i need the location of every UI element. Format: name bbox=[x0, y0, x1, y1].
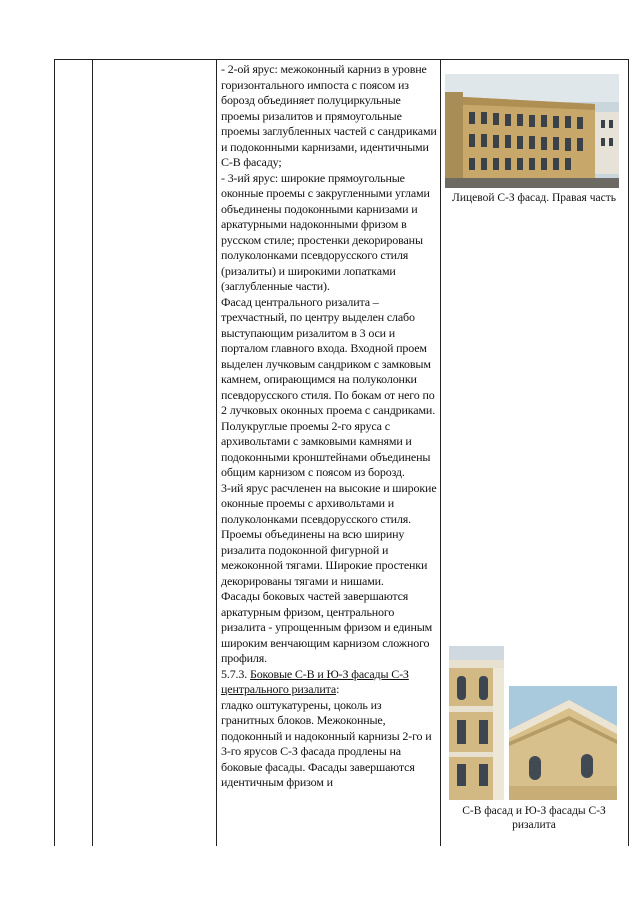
side-facade-photo-caption: С-В фасад и Ю-З фасады С-З ризалита bbox=[462, 805, 606, 831]
table-col-border-2 bbox=[92, 59, 93, 846]
table-col-border-5 bbox=[628, 59, 629, 846]
facade-photo-caption: Лицевой С-З фасад. Правая часть bbox=[452, 192, 616, 204]
section-number: 5.7.3. bbox=[221, 666, 248, 681]
paragraph-side-facades: Фасады боковых частей завершаются аркатурным фризом, центрального ризалита - упрощенным фризом и единым широким венчающим карнизом сложного профиля. bbox=[221, 589, 433, 665]
paragraph-third-tier: 3-ий ярус расчленен на высокие и широкие оконные проемы с архивольтами и полуколонками псевдорусского стиля. Проемы объединены на всю ширину ризалита подоконной фигурной и межоконной тягами. Широкие простенки декорированы тягами и нишами. bbox=[221, 480, 437, 588]
side-facade-photo-right bbox=[509, 686, 617, 800]
section-colon: : bbox=[336, 682, 340, 696]
side-facade-left-image bbox=[449, 646, 504, 800]
section-body: гладко оштукатурены, цоколь из гранитных блоков. Межоконные, подоконный и надоконный карнизы 2-го и 3-го ярусов С-З фасада продлены на боковые фасады. Фасады завершаются идентичным фризом и bbox=[221, 697, 432, 789]
side-facade-photo-left bbox=[449, 646, 504, 800]
paragraph-tier-2: - 2-ой ярус: межоконный карниз в уровне горизонтального импоста с поясом из борозд объединяет полуциркульные проемы ризалитов и прямоугольные проемы заглубленных частей с сандриками и подоконными карнизами, идентичными С-В фасаду; bbox=[221, 62, 437, 169]
paragraph-central-risalit: Фасад центрального ризалита – трехчастный, по центру выделен слабо выступающим ризалитом в 3 оси и порталом главного входа. Входной проем выделен лучковым сандриком с замковым камнем, опирающимся на полуколонки псевдорусского стиля. По бокам от него по 2 лучковых оконных проема с сандриками. bbox=[221, 294, 436, 417]
table-col-border-1 bbox=[54, 59, 55, 846]
section-heading: Боковые С-В и Ю-З фасады С-З центрального ризалита bbox=[221, 666, 409, 696]
side-facade-right-image bbox=[509, 686, 617, 800]
description-text bbox=[221, 62, 437, 791]
paragraph-tier-3: - 3-ий ярус: широкие прямоугольные оконные проемы с закругленными углами объединены подоконными карнизами и аркатурными надоконными фризом в русском стиле; простенки декорированы полуколонками псевдорусского стиля (ризалиты) и широкими лопатками (заглубленные части). bbox=[221, 170, 430, 293]
facade-photo-image bbox=[445, 74, 619, 188]
facade-photo bbox=[445, 74, 619, 188]
table-col-border-3 bbox=[216, 59, 217, 846]
table-col-border-4 bbox=[440, 59, 441, 846]
table-top-border bbox=[54, 59, 629, 60]
section-5-7-3 bbox=[221, 667, 437, 698]
paragraph-second-tier-openings: Полукруглые проемы 2-го яруса с архивольтами с замковыми камнями и подоконными кронштейнами объединены общим карнизом с поясом из борозд. bbox=[221, 418, 431, 479]
